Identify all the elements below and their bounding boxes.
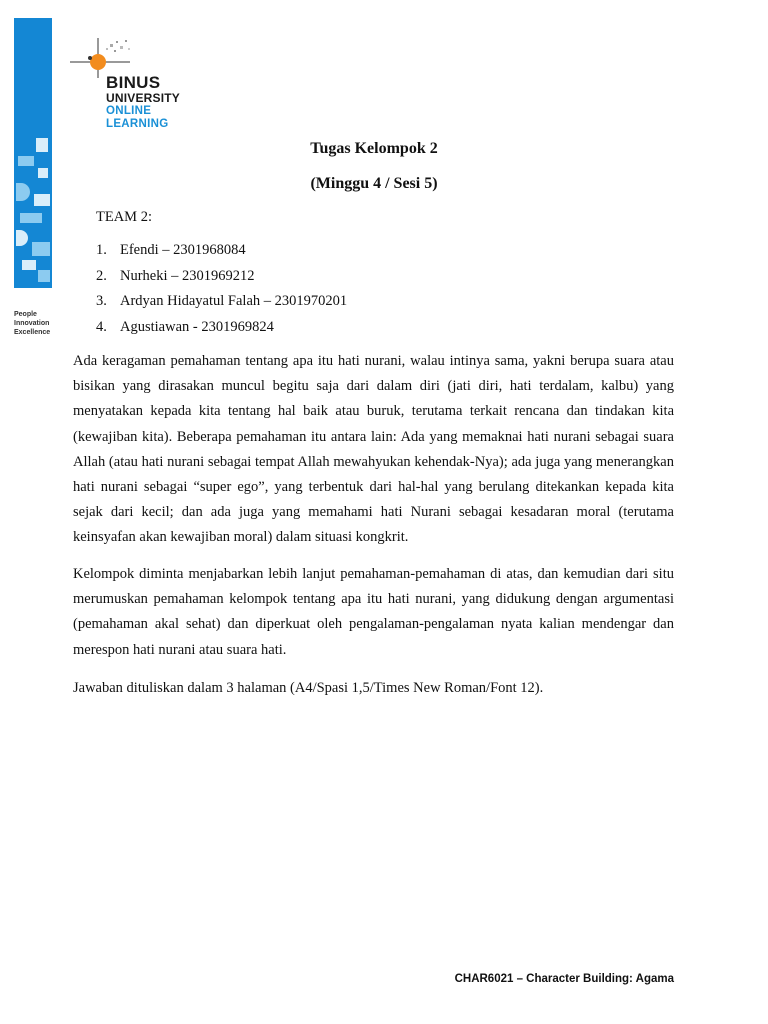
list-item	[96, 238, 347, 264]
tagline	[14, 310, 50, 337]
logo-binus: BINUS	[106, 73, 161, 92]
list-number: 2.	[96, 267, 107, 284]
member-text: Efendi – 2301968084	[120, 242, 246, 258]
page-footer: CHAR6021 – Character Building: Agama	[454, 973, 674, 985]
logo-learning: LEARNING	[106, 118, 169, 130]
list-item	[96, 264, 347, 290]
list-item	[96, 315, 347, 341]
body-paragraph: Ada keragaman pemahaman tentang apa itu hati nurani, walau intinya sama, yakni berupa suara atau bisikan yang dirasakan muncul begitu saja dari dalam diri (jati diri, hati terdalam, kalbu) yang menyatakan kepada kita tentang hal baik atau buruk, terutama terkait rencana dan tindakan kita (kewajiban kita). Beberapa pemahaman itu antara lain: Ada yang memaknai hati nurani sebagai suara Allah (atau hati nurani sebagai tempat Allah mewahyukan kehendak-Nya); ada juga yang menerangkan hati nurani sebagai “super ego”, yang terbentuk dari hal-hal yang berulang ditekankan kepada kita sejak dari kecil; dan ada juga yang memahami hati Nurani sebagai kesadaran moral (terutama keinsyafan akan kewajiban moral) dalam situasi kongkrit.	[73, 353, 674, 546]
list-number: 3.	[96, 293, 107, 309]
team-heading: TEAM 2:	[96, 209, 152, 225]
tagline-line: People	[14, 311, 37, 318]
body-paragraph: Kelompok diminta menjabarkan lebih lanjut pemahaman-pemahaman di atas, dan kemudian dari situ merumuskan pemahaman kelompok tentang apa itu hati nurani, yang didukung dengan argumentasi (pemahaman akal sehat) dan diperkuat oleh pengalaman-pengalaman nyata kalian mendengar dan merespon hati nurani atau suara hati.	[73, 566, 674, 658]
list-number: 1.	[96, 242, 107, 258]
tagline-line: Excellence	[14, 329, 51, 336]
binus-logo	[70, 36, 200, 136]
member-text: Ardyan Hidayatul Falah – 2301970201	[120, 293, 348, 309]
document-subtitle: (Minggu 4 / Sesi 5)	[310, 175, 438, 192]
document-title: Tugas Kelompok 2	[310, 140, 438, 157]
list-item	[96, 289, 347, 315]
tagline-line: Innovation	[14, 320, 50, 327]
team-member-list	[96, 238, 347, 340]
member-text: Nurheki – 2301969212	[120, 267, 255, 284]
member-text: Agustiawan - 2301969824	[120, 318, 274, 335]
list-number: 4.	[96, 318, 107, 335]
logo-university: UNIVERSITY	[106, 91, 181, 105]
body-paragraph: Jawaban dituliskan dalam 3 halaman (A4/Spasi 1,5/Times New Roman/Font 12).	[73, 680, 544, 696]
logo-online: ONLINE	[106, 105, 152, 117]
